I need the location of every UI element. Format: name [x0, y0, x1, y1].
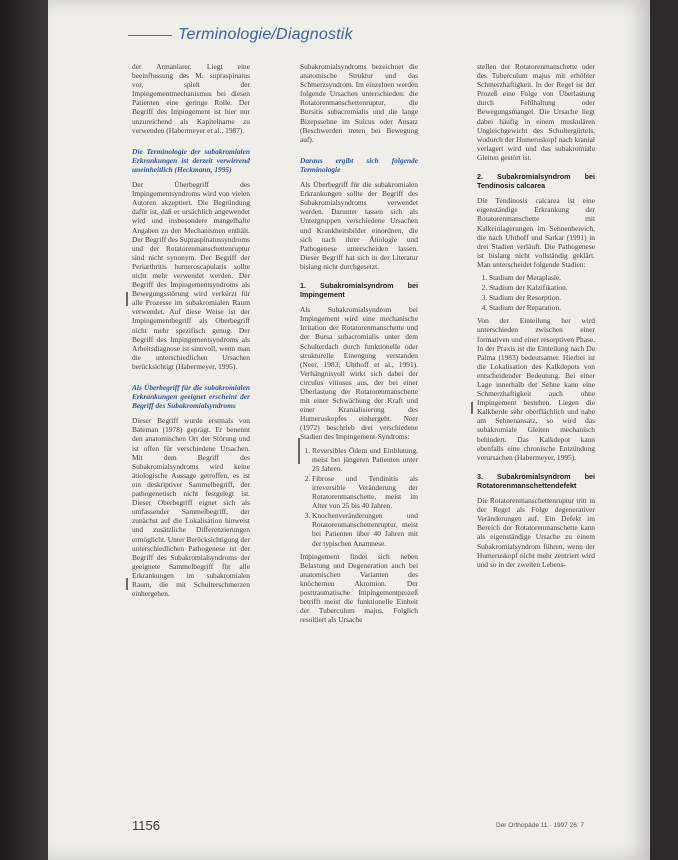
paragraph: der Armanlarer. Liegt eine beeinflussung des M. supraspinatus vor, spielt der Impingementmechanismus bei diesen Patienten eine geringe Rolle. Der Begriff des Impingement ist hier nur unzureichend als Kapitelname zu verwenden (Habermeyer et al., 1987). — [132, 62, 250, 135]
page-number: 1156 — [132, 818, 160, 833]
text-column-1 — [132, 62, 250, 598]
journal-citation: Der Orthopäde 11 · 1997 26: 7 — [496, 822, 585, 829]
text-column-2 — [300, 62, 418, 624]
margin-mark — [126, 578, 128, 590]
list-item: 2. Fibrose und Tendinitis als irreversible Veränderung der Rotatorenmanschette, meist im Alter von 25 bis 40 Jahren. — [312, 474, 418, 510]
text-column-3 — [477, 62, 595, 569]
stage-list — [489, 273, 595, 312]
list-item: 3. Knochenveränderungen und Rotatorenmanschettenruptur, meist bei Patienten über 40 Jahren mit der typischen Anamnese. — [312, 511, 418, 547]
section-heading: 3. Subakromialsyndrom bei Rotatorenmanschettendefekt — [477, 471, 595, 490]
paragraph: stellen der Rotatorenmanschette oder des Tuberculum majus mit erhöhter Schmerzhaftigkeit. In der Regel ist der Prozeß eine Folge von Überlastung durch Fehlhaltung oder Bewegungsmangel. Die Ursache liegt dabei häufig in einem muskulären Ungleichgewicht des Schultergürtels, wodurch der Humeruskopf nach kranial verlagert wird und das subakromiale Gleiten gestört ist. — [477, 62, 595, 162]
running-header — [128, 24, 353, 46]
header-rule — [128, 35, 172, 36]
section-heading: 1. Subakromialsyndrom bei Impingement — [300, 280, 418, 300]
paragraph: Als Subakromialsyndrom bei Impingement wird eine mechanische Irritation der Rotatorenmanschette und der Bursa subacromialis unter dem Schulterdach durch funktionelle oder strukturelle Einengung verstanden (Neer, 1983; Uhthoff et al., 1991). Verhängnisvoll wirkt sich dabei der circulus vitiosus aus, der bei einer Überlastung der Rotatorenmanschette mit einer Schwächung der Kraft und einer Kranialisierung des Humeruskopfes einhergeht. Neer (1972) beschrieb drei verschiedene Stadien des Impingement-Syndroms: — [300, 305, 418, 442]
subheading: Die Terminologie der subakromialen Erkrankungen ist derzeit verwirrend uneinheitlich (Heckmann, 1995) — [132, 146, 250, 174]
paragraph: Die Tendinosis calcarea ist eine eigenständige Erkrankung der Rotatorenmanschette mit Kalkeinlagerungen im Sehnenbereich, die nach Uhthoff und Sarkar (1991) in drei Stadien verläuft. Die Pathogenese ist bislang nicht vollständig geklärt. Man unterscheidet folgende Stadien: — [477, 196, 595, 269]
paragraph: Als Überbegriff für die subakromialen Erkrankungen sollte der Begriff des Subakromialsyndroms verwendet werden. Darunter lassen sich als Untergruppen verschiedene Ursachen und Krankheitsbilder einordnen, die sich nach ihrer Ätiologie und Pathogenese unterscheiden lassen. Dieser Begriff hat sich in der Literatur bislang nicht durchgesetzt. — [300, 180, 418, 271]
margin-mark — [298, 438, 300, 464]
subheading: Als Überbegriff für die subakromialen Erkrankungen geeignet erscheint der Begriff des Subakromialsyndroms — [132, 383, 250, 411]
paragraph: Der Überbegriff des Impingementsyndroms wird von vielen Autoren akzeptiert. Die Begründung dafür ist, daß er ursächlich angewendet wird und insbesondere mangelhafte Angaben zu den Mechanismen enthält. Der Begriff des Supraspinatussyndroms und der Rotatorenmanschettenruptur sind nicht synonym. Der Begriff der Periarthritis humeroscapularis sollte nicht mehr verwendet werden. Der Begriff des Impingementsyndroms als Bewegungsstörung wird verkürzt für alle Prozesse im subakromialen Raum verwendet. Auf diese Weise ist der Impingementbegriff als Oberbegriff nicht mehr spezifisch genug. Der Begriff des Impingementsyndroms als Arbeitsdiagnose ist sinnvoll, wenn man die unterschiedlichen Ursachen berücksichtigt (Habermeyer, 1995). — [132, 180, 250, 371]
paragraph: Impingement findet sich neben Belastung und Degeneration auch bei anatomischen Varianten des knöchernen Akromion. Der posttraumatische Impingementprozeß betrifft meist die funktionelle Einheit der Tuberculum majus. Folglich resultiert als Ursache — [300, 551, 418, 625]
subheading: Daraus ergibt sich folgende Terminologie — [300, 155, 418, 174]
section-title: Terminologie/Diagnostik — [178, 26, 353, 43]
list-item: 1. Stadium der Metaplasie. — [489, 273, 595, 282]
list-item: 1. Reversibles Ödem und Einblutung, meist bei jüngeren Patienten unter 25 Jahren. — [312, 446, 418, 473]
section-heading: 2. Subakromialsyndrom bei Tendinosis calcarea — [477, 172, 595, 191]
margin-mark — [126, 292, 128, 306]
paragraph: Dieser Begriff wurde erstmals von Bateman (1978) geprägt. Er benennt den anatomischen Ort der Störung und ist offen für verschiedene Ursachen. Mit dem Begriff des Subakromialsyndroms wird keine ätiologische Aussage getroffen, es ist ein deskriptiver Sammelbegriff, der pathogenetisch nicht festgelegt ist. Dieser Oberbegriff eignet sich als umfassender Sammelbegriff, der zunächst auf die Lokalisation hinweist und zusätzliche Differenzierungen ermöglicht. Unter Berücksichtigung der unterschiedlichen Pathogenese ist der Begriff des Subakromialsyndroms der geeignete Sammelbegriff für alle Erkrankungen im subakromialen Raum, die mit Schulterschmerzen einhergehen. — [132, 416, 250, 599]
list-item: 2. Stadium der Kalzifikation. — [489, 283, 595, 292]
paragraph: Subakromialsyndroms bezeichnet die anatomische Struktur und das Schmerzsyndrom. Im einzelnen werden folgende Ursachen unterschieden: die Rotatorenmanschettenruptur, die Bursitis subacromialis und die lange Bizepssehne im Sulcus oder Ansatz (Beschwerden treten bei Bewegung auf). — [300, 62, 418, 144]
margin-mark — [471, 402, 473, 414]
list-item: 4. Stadium der Reparation. — [489, 303, 595, 312]
paragraph: Von der Einteilung her wird unterschieden zwischen einer formativen und einer resorptiven Phase. In der Praxis ist die Einteilung nach De Palma (1983) bedeutsamer. Hierbei ist die Lokalisation des Kalkdepots von entscheidender Bedeutung. Bei einer Lage innerhalb der Sehne kann eine Schmerzhaftigkeit auch ohne Impingement bestehen. Liegen die Kalkherde sehr oberflächlich und nahe am Sehnenansatz, so wird das subakromiale Gleiten mechanisch behindert. Das Kalkdepot kann ebenfalls eine chronische Entzündung verursachen (Habermeyer, 1995). — [477, 316, 596, 462]
list-item: 3. Stadium der Resorption. — [489, 293, 595, 302]
paragraph: Die Rotatorenmanschettenruptur tritt in der Regel als Folge degenerativer Veränderungen auf. Ein Defekt im Bereich der Rotatorenmanschette kann als eigenständige Ursache zu einem Subakromialsyndrom führen, wenn der Humeruskopf nicht mehr zentriert wird und so in der zweiten Lebens- — [477, 496, 595, 569]
page-gutter-shadow — [0, 0, 48, 860]
stage-list — [312, 446, 418, 548]
